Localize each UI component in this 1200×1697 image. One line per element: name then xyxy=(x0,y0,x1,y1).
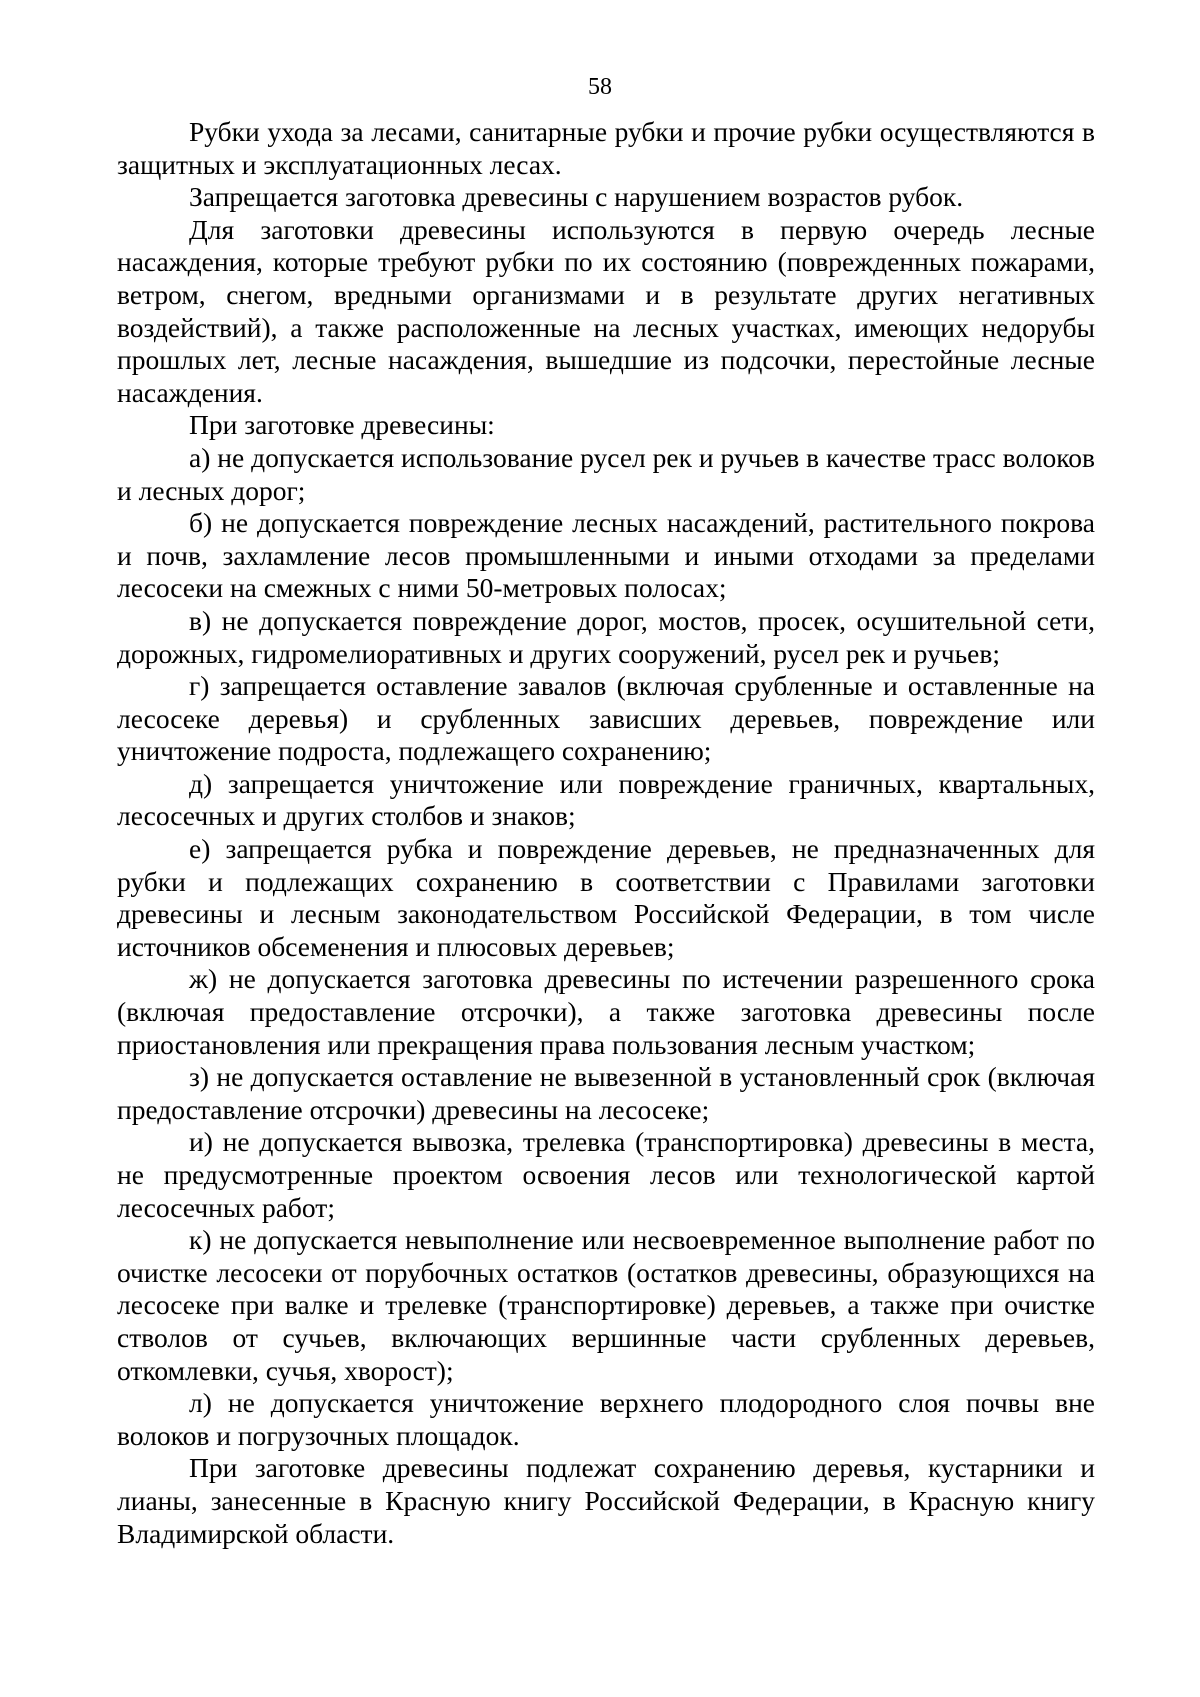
list-item-a: а) не допускается использование русел рек и ручьев в качестве трасс волоков и лесных дорог; xyxy=(117,441,1095,506)
document-body xyxy=(117,116,1095,1550)
list-item-v: в) не допускается повреждение дорог, мостов, просек, осушительной сети, дорожных, гидромелиоративных и других сооружений, русел рек и ручьев; xyxy=(117,604,1095,669)
list-item-d: д) запрещается уничтожение или повреждение граничных, квартальных, лесосечных и других столбов и знаков; xyxy=(117,767,1095,832)
paragraph-list-intro: При заготовке древесины: xyxy=(189,409,495,441)
list-item-b: б) не допускается повреждение лесных насаждений, растительного покрова и почв, захламление лесов промышленными и иными отходами за пределами лесосеки на смежных с ними 50-метровых полосах; xyxy=(117,507,1095,604)
list-item-zh: ж) не допускается заготовка древесины по истечении разрешенного срока (включая предоставление отсрочки), а также заготовка древесины после приостановления или прекращения права пользования лесным участком; xyxy=(117,963,1095,1060)
paragraph-red-book: При заготовке древесины подлежат сохранению деревья, кустарники и лианы, занесенные в Красную книгу Российской Федерации, в Красную книгу Владимирской области. xyxy=(117,1452,1095,1549)
list-item-z: з) не допускается оставление не вывезенной в установленный срок (включая предоставление отсрочки) древесины на лесосеке; xyxy=(117,1061,1095,1125)
list-item-l: л) не допускается уничтожение верхнего плодородного слоя почвы вне волоков и погрузочных площадок. xyxy=(117,1387,1095,1451)
list-item-k: к) не допускается невыполнение или несвоевременное выполнение работ по очистке лесосеки от порубочных остатков (остатков древесины, образующихся на лесосеке при валке и трелевке (транспортировке) деревьев, а также при очистке стволов от сучьев, включающих вершинные части срубленных деревьев, откомлевки, сучья, хворост); xyxy=(117,1224,1095,1386)
page-number: 58 xyxy=(588,74,612,100)
list-item-i: и) не допускается вывозка, трелевка (транспортировка) древесины в места, не предусмотренные проектом освоения лесов или технологической картой лесосечных работ; xyxy=(117,1126,1095,1223)
paragraph-felling-types: Рубки ухода за лесами, санитарные рубки и прочие рубки осуществляются в защитных и эксплуатационных лесах. xyxy=(117,116,1095,180)
list-item-e: е) запрещается рубка и повреждение деревьев, не предназначенных для рубки и подлежащих сохранению в соответствии с Правилами заготовки древесины и лесным законодательством Российской Федерации, в том числе источников обсеменения и плюсовых деревьев; xyxy=(117,833,1095,962)
paragraph-priority-stands: Для заготовки древесины используются в первую очередь лесные насаждения, которые требуют рубки по их состоянию (поврежденных пожарами, ветром, снегом, вредными организмами и в результате других негативных воздействий), а также расположенные на лесных участках, имеющих недорубы прошлых лет, лесные насаждения, вышедшие из подсочки, перестойные лесные насаждения. xyxy=(117,213,1095,408)
list-item-g: г) запрещается оставление завалов (включая срубленные и оставленные на лесосеке деревья) и срубленных зависших деревьев, повреждение или уничтожение подроста, подлежащего сохранению; xyxy=(117,670,1095,767)
paragraph-age-restriction: Запрещается заготовка древесины с нарушением возрастов рубок. xyxy=(189,181,964,213)
